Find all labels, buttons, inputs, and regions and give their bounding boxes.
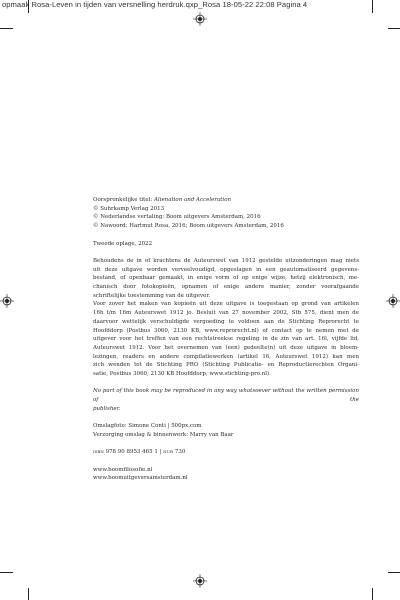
crop-mark-bottom-left-v <box>28 588 29 600</box>
crop-mark-top-right-v <box>372 0 373 13</box>
crop-mark-top-left-v <box>28 0 29 13</box>
legal-line: zich wenden tot de Stichting PRO (Stichting Publicatie- en Reproductierechten Organi- <box>93 362 359 369</box>
legal-line: Behoudens de in of krachtens de Auteurswet van 1912 gestelde uitzonderingen mag niets <box>93 257 359 264</box>
original-title-label: Oorspronkelijke titel: <box>93 197 154 203</box>
crop-mark-bottom-right-h <box>388 572 400 573</box>
copyright-line: © Suhrkamp Verlag 2013 <box>93 205 165 212</box>
website-line: www.boomuitgeversamsterdam.nl <box>93 475 188 482</box>
legal-line: schriftelijke toestemming van de uitgever. <box>93 292 211 299</box>
legal-line: 16h t/m 16m Auteurswet 1912 jo. Besluit van 27 november 2002, Stb 575, dient men de <box>93 310 359 317</box>
english-notice-text: publisher. <box>93 405 121 412</box>
legal-line: Auteurswet 1912. Voor het overnemen van (een) gedeelte(n) uit deze uitgave in bloem- <box>93 344 359 351</box>
registration-mark-right-icon <box>386 294 400 308</box>
legal-line: Voor zover het maken van kopieën uit deze uitgave is toegestaan op grond van artikelen <box>93 301 359 308</box>
original-title: Alienation and Acceleration <box>153 197 232 203</box>
english-notice-line <box>93 405 359 414</box>
copyright-line: © Nederlandse vertaling: Boom uitgevers Amsterdam, 2016 <box>93 214 261 221</box>
legal-line: satie, Postbus 3060, 2130 KB Hoofddorp, www.stichting-pro.nl). <box>93 371 271 378</box>
cover-credit-line: Verzorging omslag & binnenwerk: Marry van Baar <box>93 431 234 438</box>
website-line: www.boomfilosofie.nl <box>93 466 153 473</box>
isbn-line: isbn 978 90 8953 465 1 | nur 730 <box>93 449 186 456</box>
english-notice-line <box>93 387 359 404</box>
slug-line: opmaak Rosa-Leven in tijden van versnelling herdruk.qxp_Rosa 18-05-22 22:08 Pagina 4 <box>2 0 308 9</box>
original-title-line <box>93 196 359 205</box>
legal-line: daarvoor wettelijk verschuldigde vergoeding te voldoen aan de Stichting Reprorecht te <box>93 318 359 325</box>
legal-line: lezingen, readers en andere compilatiewerken (artikel 16, Auteurswet 1912) kan men <box>93 353 359 360</box>
crop-mark-bottom-left-h <box>0 572 13 573</box>
registration-mark-top-icon <box>193 12 207 26</box>
legal-line: uitgever voor het treffen van een rechtstreekse regeling in de zin van art. 16l, vijfde lid, <box>93 336 359 343</box>
registration-mark-left-icon <box>0 294 14 308</box>
legal-line: Hoofddorp (Postbus 3060, 2130 KB, www.reprorecht.nl) of contact op te nemen met de <box>93 327 359 334</box>
copyright-line: © Nawoord: Hartmut Rosa, 2016; Boom uitgevers Amsterdam, 2016 <box>93 223 284 230</box>
crop-mark-bottom-right-v <box>372 588 373 600</box>
legal-line: chanisch door fotokopieën, opnamen of enige andere manier, zonder voorafgaande <box>93 284 359 290</box>
english-notice-text: No part of this book may be reproduced in any way whatsoever without the written permission of the <box>93 388 359 404</box>
crop-mark-top-left-h <box>0 28 13 29</box>
colophon <box>93 196 359 483</box>
edition-line: Tweede oplage, 2022 <box>93 240 153 247</box>
registration-mark-bottom-icon <box>193 574 207 588</box>
legal-line: bestand, of openbaar gemaakt, in enige vorm of op enige wijze, hetzij elektronisch, me- <box>93 275 359 282</box>
cover-credit-line: Omslagfoto: Simone Conti | 500px.com <box>93 423 202 430</box>
legal-line: uit deze uitgave worden verveelvoudigd, opgeslagen in een geautomatiseerd gegevens- <box>93 266 359 273</box>
crop-mark-top-right-h <box>388 28 400 29</box>
